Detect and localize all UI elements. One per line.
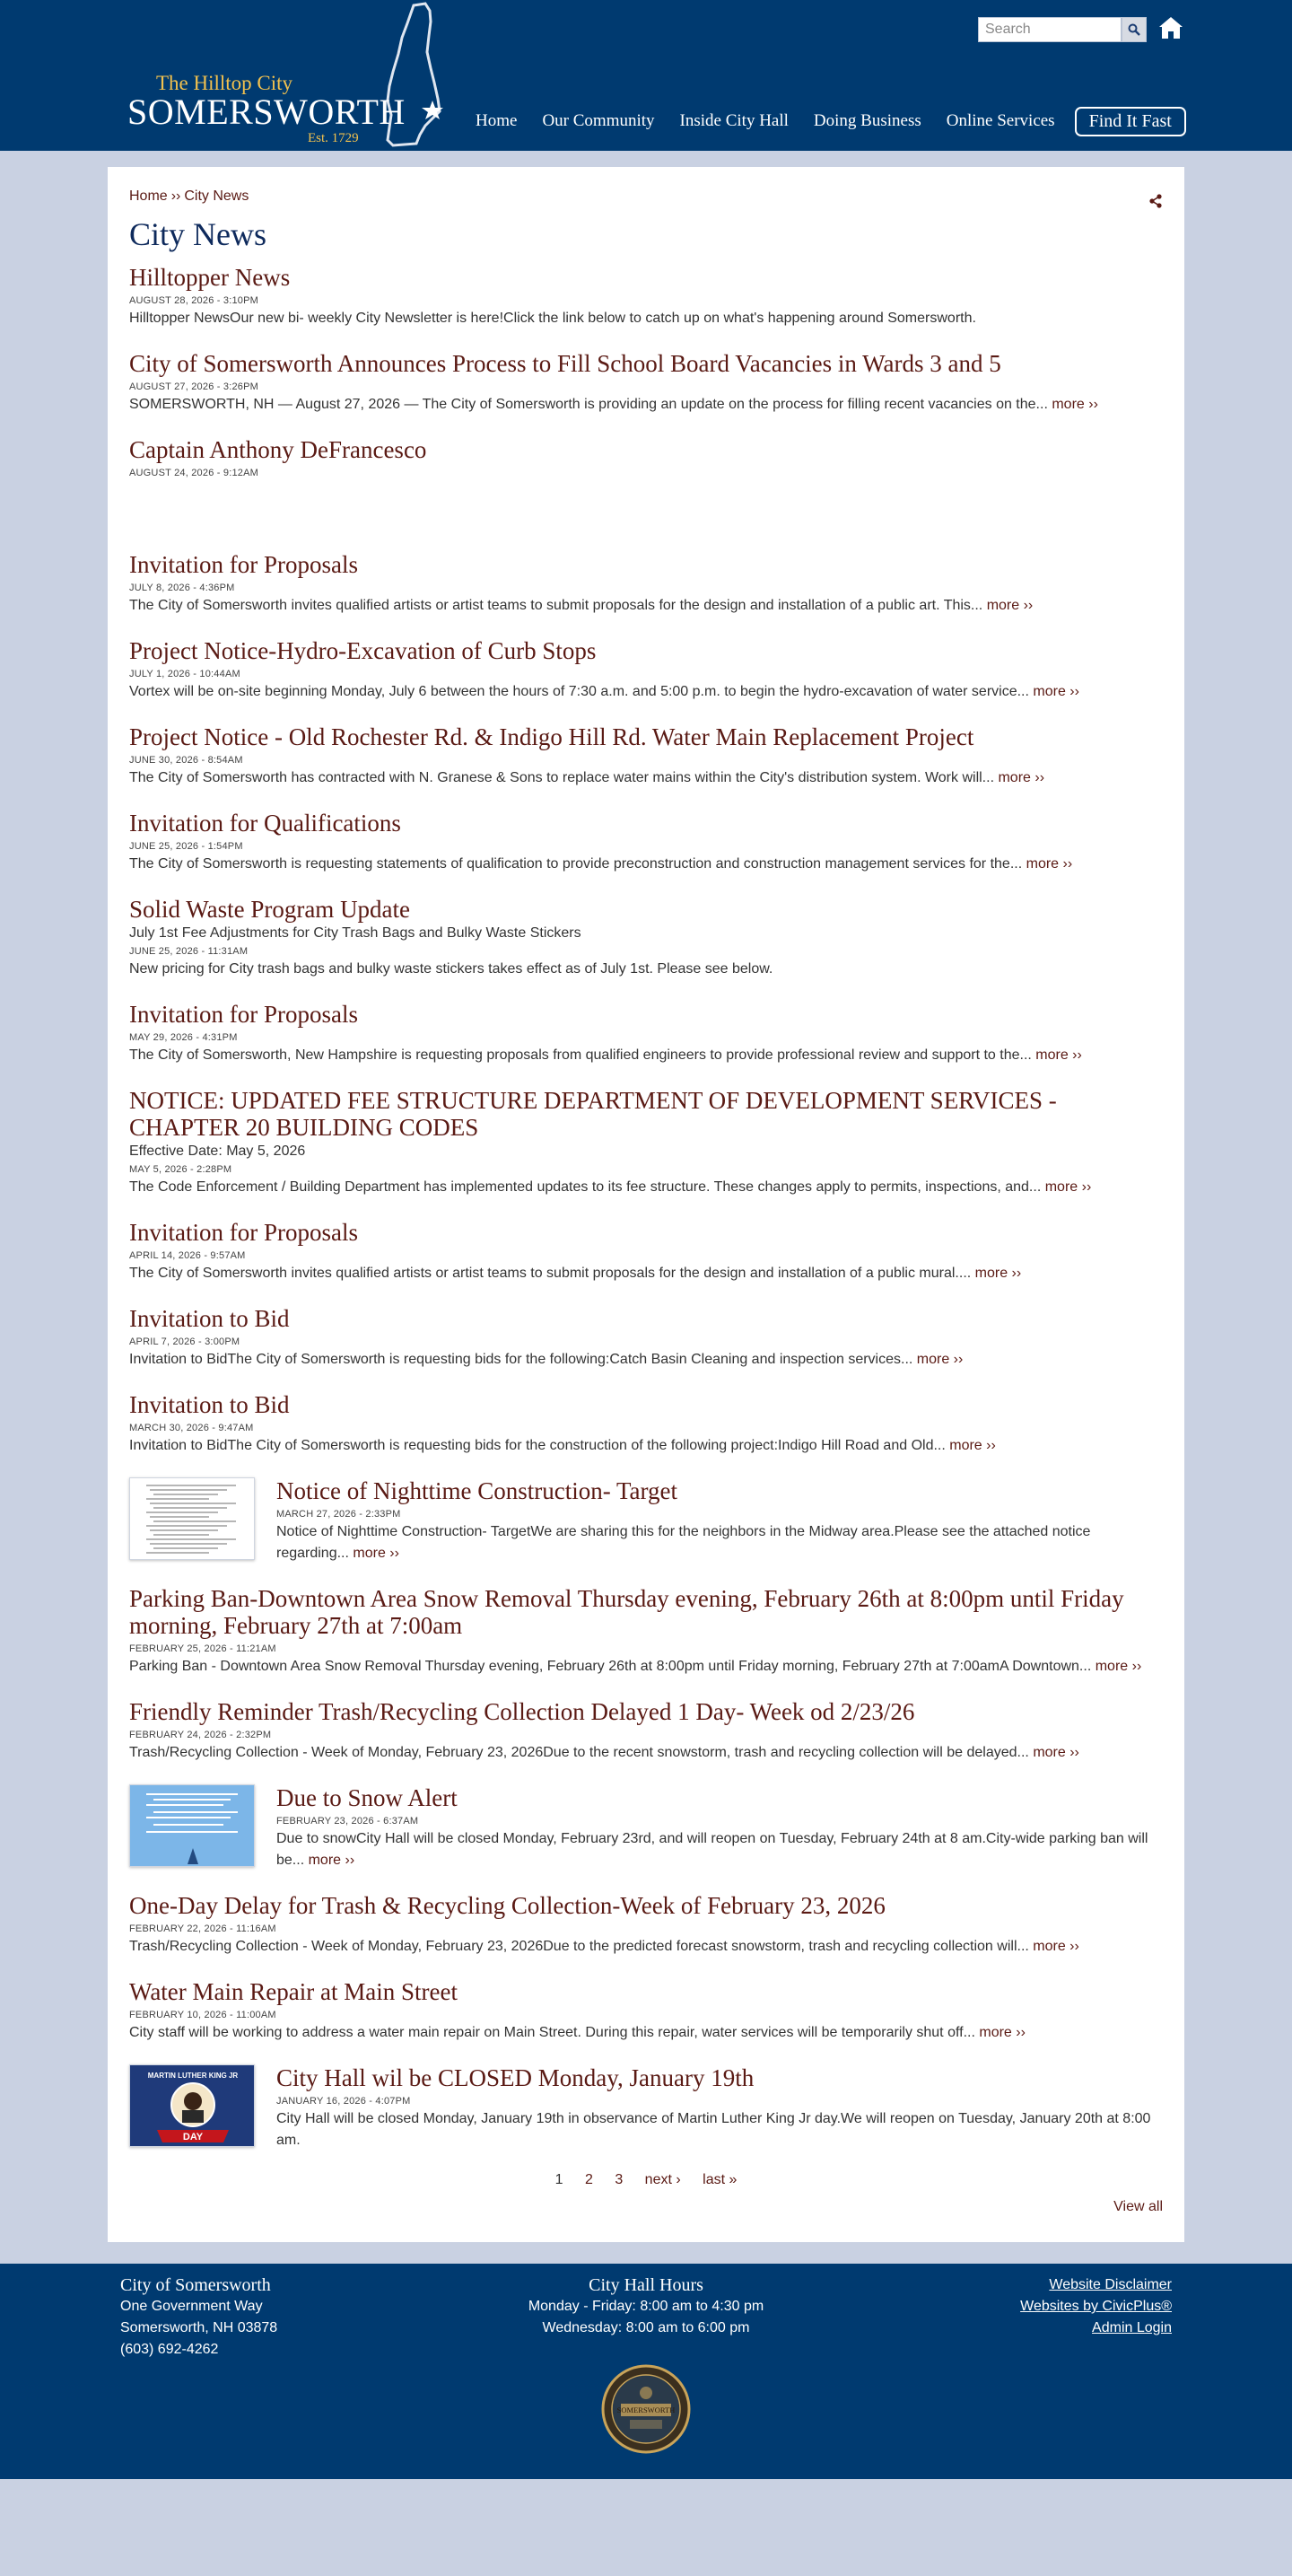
news-body [129, 637, 1163, 703]
news-title-link[interactable]: Project Notice - Old Rochester Rd. & Indigo Hill Rd. Water Main Replacement Project [129, 723, 974, 750]
bottom-strip [0, 2479, 1292, 2490]
news-thumbnail[interactable] [129, 1784, 255, 1867]
news-more-link[interactable]: more ›› [986, 598, 1034, 613]
news-item [129, 436, 1163, 530]
footer-hours-line1: Monday - Friday: 8:00 am to 4:30 pm [528, 2299, 764, 2314]
news-item [129, 637, 1163, 703]
footer-hours-line2: Wednesday: 8:00 am to 6:00 pm [542, 2320, 750, 2335]
next-page-link[interactable]: next › [644, 2172, 681, 2187]
news-summary-text: City Hall will be closed Monday, January 19th in observance of Martin Luther King Jr day.We will reopen on Tuesday, January 20th at 8:00 am. [276, 2111, 1151, 2148]
news-date: JULY 8, 2026 - 4:36PM [129, 583, 235, 593]
news-more-link[interactable]: more ›› [979, 2025, 1026, 2040]
search-button[interactable] [1122, 17, 1147, 42]
news-summary [129, 1656, 1163, 1678]
news-title-link[interactable]: Invitation to Bid [129, 1391, 290, 1418]
news-body [129, 350, 1163, 416]
breadcrumb-current-link[interactable]: City News [184, 188, 249, 204]
news-title-link[interactable]: Hilltopper News [129, 264, 291, 291]
news-title-link[interactable]: Invitation to Bid [129, 1305, 290, 1332]
news-thumbnail[interactable] [129, 2064, 255, 2147]
news-summary [129, 1936, 1163, 1958]
news-summary-text: City staff will be working to address a water main repair on Main Street. During this repair, water services will be temporarily shut off... [129, 2025, 975, 2040]
news-summary [129, 959, 1163, 980]
news-date: JANUARY 16, 2026 - 4:07PM [276, 2096, 411, 2107]
news-body [129, 1585, 1163, 1678]
news-body [276, 1477, 1163, 1564]
news-title-link[interactable]: Project Notice-Hydro-Excavation of Curb Stops [129, 637, 597, 664]
news-item [129, 551, 1163, 617]
news-body [129, 1305, 1163, 1371]
news-item [129, 1305, 1163, 1371]
news-more-link[interactable]: more ›› [998, 770, 1045, 785]
news-summary [129, 1349, 1163, 1371]
news-body [276, 1784, 1163, 1871]
site-footer [0, 2264, 1292, 2479]
news-more-link[interactable]: more ›› [1033, 1939, 1079, 1954]
news-summary [129, 394, 1163, 416]
news-date: FEBRUARY 10, 2026 - 11:00AM [129, 2010, 276, 2020]
nav-doing-business[interactable]: Doing Business [813, 111, 921, 130]
nav-home[interactable]: Home [476, 111, 518, 130]
breadcrumb [129, 188, 1163, 205]
news-thumbnail[interactable] [129, 1477, 255, 1560]
news-more-link[interactable]: more ›› [1026, 856, 1073, 872]
news-summary-text: The City of Somersworth invites qualified artists or artist teams to submit proposals for the design and installation of a public art. This... [129, 598, 983, 613]
news-more-link[interactable]: more ›› [916, 1352, 964, 1367]
news-item [129, 810, 1163, 875]
news-more-link[interactable]: more ›› [1095, 1659, 1142, 1674]
news-item [129, 1087, 1163, 1198]
admin-login-link[interactable]: Admin Login [1092, 2320, 1172, 2335]
news-summary-text: SOMERSWORTH, NH — August 27, 2026 — The City of Somersworth is providing an update on the process for filling recent vacancies on the... [129, 397, 1048, 412]
news-summary-text: Notice of Nighttime Construction- TargetWe are sharing this for the neighbors in the Midway area.Please see the attached notice regarding... [276, 1524, 1091, 1561]
news-body [276, 2064, 1163, 2151]
news-item [129, 350, 1163, 416]
news-title-link[interactable]: Water Main Repair at Main Street [129, 1978, 458, 2005]
news-more-link[interactable]: more ›› [308, 1853, 355, 1868]
nav-our-community[interactable]: Our Community [542, 111, 655, 130]
site-header [0, 0, 1292, 151]
news-more-link[interactable]: more ›› [1052, 397, 1098, 412]
news-summary [276, 1828, 1163, 1871]
news-item [129, 1978, 1163, 2044]
news-summary [129, 854, 1163, 875]
news-body [129, 1892, 1163, 1958]
search-input[interactable] [978, 17, 1122, 42]
news-summary [129, 1177, 1163, 1198]
mlk-day-thumbnail-icon [130, 2065, 255, 2147]
breadcrumb-home-link[interactable]: Home [129, 188, 168, 204]
news-subtitle: July 1st Fee Adjustments for City Trash Bags and Bulky Waste Stickers [129, 925, 581, 941]
news-item [129, 1391, 1163, 1457]
page-3[interactable]: 3 [615, 2172, 624, 2187]
news-summary-text: The City of Somersworth is requesting statements of qualification to provide preconstruction and construction management services for the... [129, 856, 1023, 872]
news-body [129, 1978, 1163, 2044]
news-summary-text: Invitation to BidThe City of Somersworth is requesting bids for the construction of the following project:Indigo Hill Road and Old... [129, 1438, 946, 1453]
news-summary-text: Vortex will be on-site beginning Monday, July 6 between the hours of 7:30 a.m. and 5:00 p.m. to begin the hydro-excavation of water service... [129, 684, 1029, 699]
news-more-link[interactable]: more ›› [1044, 1179, 1092, 1195]
news-summary-text: Trash/Recycling Collection - Week of Monday, February 23, 2026Due to the predicted forecast snowstorm, trash and recycling collection will... [129, 1939, 1029, 1954]
news-title-link[interactable]: City of Somersworth Announces Process to Fill School Board Vacancies in Wards 3 and 5 [129, 350, 1001, 377]
logo-city-name: SOMERSWORTH [127, 92, 406, 132]
news-body [129, 1219, 1163, 1284]
footer-hours-title: City Hall Hours [589, 2275, 703, 2295]
news-date: FEBRUARY 23, 2026 - 6:37AM [276, 1816, 419, 1827]
news-body [129, 1087, 1163, 1198]
nav-find-it-fast-button[interactable]: Find It Fast [1075, 107, 1186, 136]
snow-alert-thumbnail-icon [130, 1785, 255, 1867]
news-date: FEBRUARY 22, 2026 - 11:16AM [129, 1923, 276, 1934]
news-item [129, 1477, 1163, 1564]
news-subtitle: Effective Date: May 5, 2026 [129, 1143, 306, 1159]
news-title-link[interactable]: Invitation for Proposals [129, 1219, 358, 1246]
news-item [129, 1001, 1163, 1066]
news-item [129, 1892, 1163, 1958]
news-date: JUNE 25, 2026 - 11:31AM [129, 946, 249, 957]
document-thumbnail-icon [130, 1478, 255, 1560]
main-content [108, 167, 1184, 2242]
news-date: APRIL 14, 2026 - 9:57AM [129, 1250, 246, 1261]
news-title-link[interactable]: Notice of Nighttime Construction- Target [276, 1477, 678, 1504]
footer-hours [493, 2274, 799, 2339]
news-item [129, 1784, 1163, 1871]
page-1: 1 [554, 2172, 563, 2187]
search-box [978, 17, 1147, 42]
site-logo[interactable] [124, 0, 447, 151]
news-date: JUNE 30, 2026 - 8:54AM [129, 755, 243, 766]
seal-text: SOMERSWORTH [616, 2405, 676, 2414]
news-body [129, 1698, 1163, 1764]
news-item [129, 1219, 1163, 1284]
page-2[interactable]: 2 [584, 2172, 593, 2187]
civicplus-link[interactable]: Websites by CivicPlus® [1020, 2299, 1172, 2314]
news-summary [129, 1742, 1163, 1764]
news-title-link[interactable]: Solid Waste Program Update [129, 896, 411, 923]
news-body [129, 436, 1163, 530]
news-date: MARCH 27, 2026 - 2:33PM [276, 1509, 401, 1520]
news-summary-text: The Code Enforcement / Building Department has implemented updates to its fee structure. These changes apply to permits, inspections, and... [129, 1179, 1042, 1195]
logo-tagline: The Hilltop City [156, 72, 293, 94]
footer-address-line1: One Government Way [120, 2299, 263, 2314]
news-date: FEBRUARY 25, 2026 - 11:21AM [129, 1643, 276, 1654]
nav-online-services[interactable]: Online Services [946, 111, 1055, 130]
news-summary-text: The City of Somersworth has contracted with N. Granese & Sons to replace water mains within the City's distribution system. Work will... [129, 770, 995, 785]
news-summary-text: Parking Ban - Downtown Area Snow Removal Thursday evening, February 26th at 8:00pm until Friday morning, February 27th at 7:00amA Downtown... [129, 1659, 1092, 1674]
news-summary [129, 595, 1163, 617]
news-summary-text: The City of Somersworth, New Hampshire is requesting proposals from qualified engineers to provide professional review and support to the... [129, 1047, 1032, 1063]
news-title-link[interactable]: City Hall wil be CLOSED Monday, January 19th [276, 2064, 755, 2091]
news-summary-text: Hilltopper NewsOur new bi- weekly City Newsletter is here!Click the link below to catch up on what's happening around Somersworth. [129, 311, 976, 326]
news-title-link[interactable]: Captain Anthony DeFrancesco [129, 436, 427, 463]
footer-address-line2: Somersworth, NH 03878 [120, 2320, 278, 2335]
news-body [129, 896, 1163, 980]
news-summary [129, 308, 1163, 329]
news-summary-text: The City of Somersworth invites qualified artists or artist teams to submit proposals for the design and installation of a public mural.... [129, 1266, 972, 1281]
news-more-link[interactable]: more ›› [1033, 684, 1079, 699]
main-nav [476, 104, 1186, 138]
news-date: JUNE 25, 2026 - 1:54PM [129, 841, 243, 852]
home-icon[interactable] [1157, 14, 1184, 41]
news-title-link[interactable]: Invitation for Proposals [129, 551, 358, 578]
news-date: AUGUST 27, 2026 - 3:26PM [129, 381, 258, 392]
news-summary [129, 767, 1163, 789]
share-icon[interactable] [1148, 194, 1163, 208]
news-date: JULY 1, 2026 - 10:44AM [129, 669, 240, 679]
news-title-link[interactable]: Invitation for Qualifications [129, 810, 401, 837]
news-date: AUGUST 28, 2026 - 3:10PM [129, 295, 258, 306]
news-body [129, 810, 1163, 875]
news-item [129, 2064, 1163, 2151]
news-list [129, 264, 1163, 2151]
news-summary [129, 1435, 1163, 1457]
news-date: MARCH 30, 2026 - 9:47AM [129, 1423, 254, 1433]
news-summary [276, 2108, 1163, 2151]
news-title-link[interactable]: NOTICE: UPDATED FEE STRUCTURE DEPARTMENT OF DEVELOPMENT SERVICES - CHAPTER 20 BUILDING CODES [129, 1087, 1057, 1141]
news-summary [129, 1263, 1163, 1284]
pagination [129, 2172, 1163, 2188]
news-title-link[interactable]: Due to Snow Alert [276, 1784, 458, 1811]
news-date: MAY 5, 2026 - 2:28PM [129, 1164, 232, 1175]
news-title-link[interactable]: Friendly Reminder Trash/Recycling Collection Delayed 1 Day- Week od 2/23/26 [129, 1698, 915, 1725]
news-date: FEBRUARY 24, 2026 - 2:32PM [129, 1730, 272, 1740]
news-body [129, 264, 1163, 329]
svg-text:DAY: DAY [182, 2132, 204, 2142]
news-item [129, 723, 1163, 789]
news-spacer [129, 478, 1163, 530]
news-summary-text: Due to snowCity Hall will be closed Monday, February 23rd, and will reopen on Tuesday, February 24th at 8 am.City-wide parking ban will be... [276, 1831, 1148, 1868]
news-more-link[interactable]: more ›› [949, 1438, 996, 1453]
city-seal-icon [601, 2364, 691, 2454]
footer-city-title: City of Somersworth [120, 2275, 271, 2295]
news-item [129, 264, 1163, 329]
news-title-link[interactable]: One-Day Delay for Trash & Recycling Collection-Week of February 23, 2026 [129, 1892, 886, 1919]
news-more-link[interactable]: more ›› [1033, 1745, 1079, 1760]
news-body [129, 1391, 1163, 1457]
news-more-link[interactable]: more ›› [1035, 1047, 1082, 1063]
news-summary-text: Trash/Recycling Collection - Week of Monday, February 23, 2026Due to the recent snowstorm, trash and recycling collection will be delayed... [129, 1745, 1029, 1760]
news-body [129, 723, 1163, 789]
page-title: City News [129, 216, 266, 252]
footer-contact [120, 2274, 277, 2361]
news-date: MAY 29, 2026 - 4:31PM [129, 1032, 238, 1043]
news-summary [129, 681, 1163, 703]
news-date: APRIL 7, 2026 - 3:00PM [129, 1336, 240, 1347]
news-body [129, 1001, 1163, 1066]
news-summary-text: New pricing for City trash bags and bulky waste stickers takes effect as of July 1st. Please see below. [129, 961, 773, 977]
svg-text:MARTIN LUTHER KING JR: MARTIN LUTHER KING JR [147, 2072, 239, 2080]
news-summary [129, 2022, 1163, 2044]
footer-links [1020, 2274, 1172, 2339]
news-more-link[interactable]: more ›› [353, 1546, 399, 1561]
news-summary [129, 1045, 1163, 1066]
search-icon [1128, 23, 1140, 36]
news-summary-text: Invitation to BidThe City of Somersworth is requesting bids for the following:Catch Basin Cleaning and inspection services... [129, 1352, 913, 1367]
footer-phone: (603) 692-4262 [120, 2342, 219, 2357]
view-all-link[interactable]: View all [1113, 2199, 1163, 2214]
news-item [129, 1698, 1163, 1764]
nav-inside-city-hall[interactable]: Inside City Hall [679, 111, 789, 130]
last-page-link[interactable]: last » [703, 2172, 738, 2187]
news-title-link[interactable]: Invitation for Proposals [129, 1001, 358, 1028]
logo-est: Est. 1729 [308, 131, 359, 145]
website-disclaimer-link[interactable]: Website Disclaimer [1049, 2277, 1172, 2292]
news-title-link[interactable]: Parking Ban-Downtown Area Snow Removal Thursday evening, February 26th at 8:00pm until Friday morning, February 27th at 7:00am [129, 1585, 1124, 1639]
news-more-link[interactable]: more ›› [974, 1266, 1022, 1281]
breadcrumb-separator: ›› [170, 188, 181, 204]
news-item [129, 1585, 1163, 1678]
news-date: AUGUST 24, 2026 - 9:12AM [129, 468, 258, 478]
news-summary [276, 1521, 1163, 1564]
news-item [129, 896, 1163, 980]
news-body [129, 551, 1163, 617]
